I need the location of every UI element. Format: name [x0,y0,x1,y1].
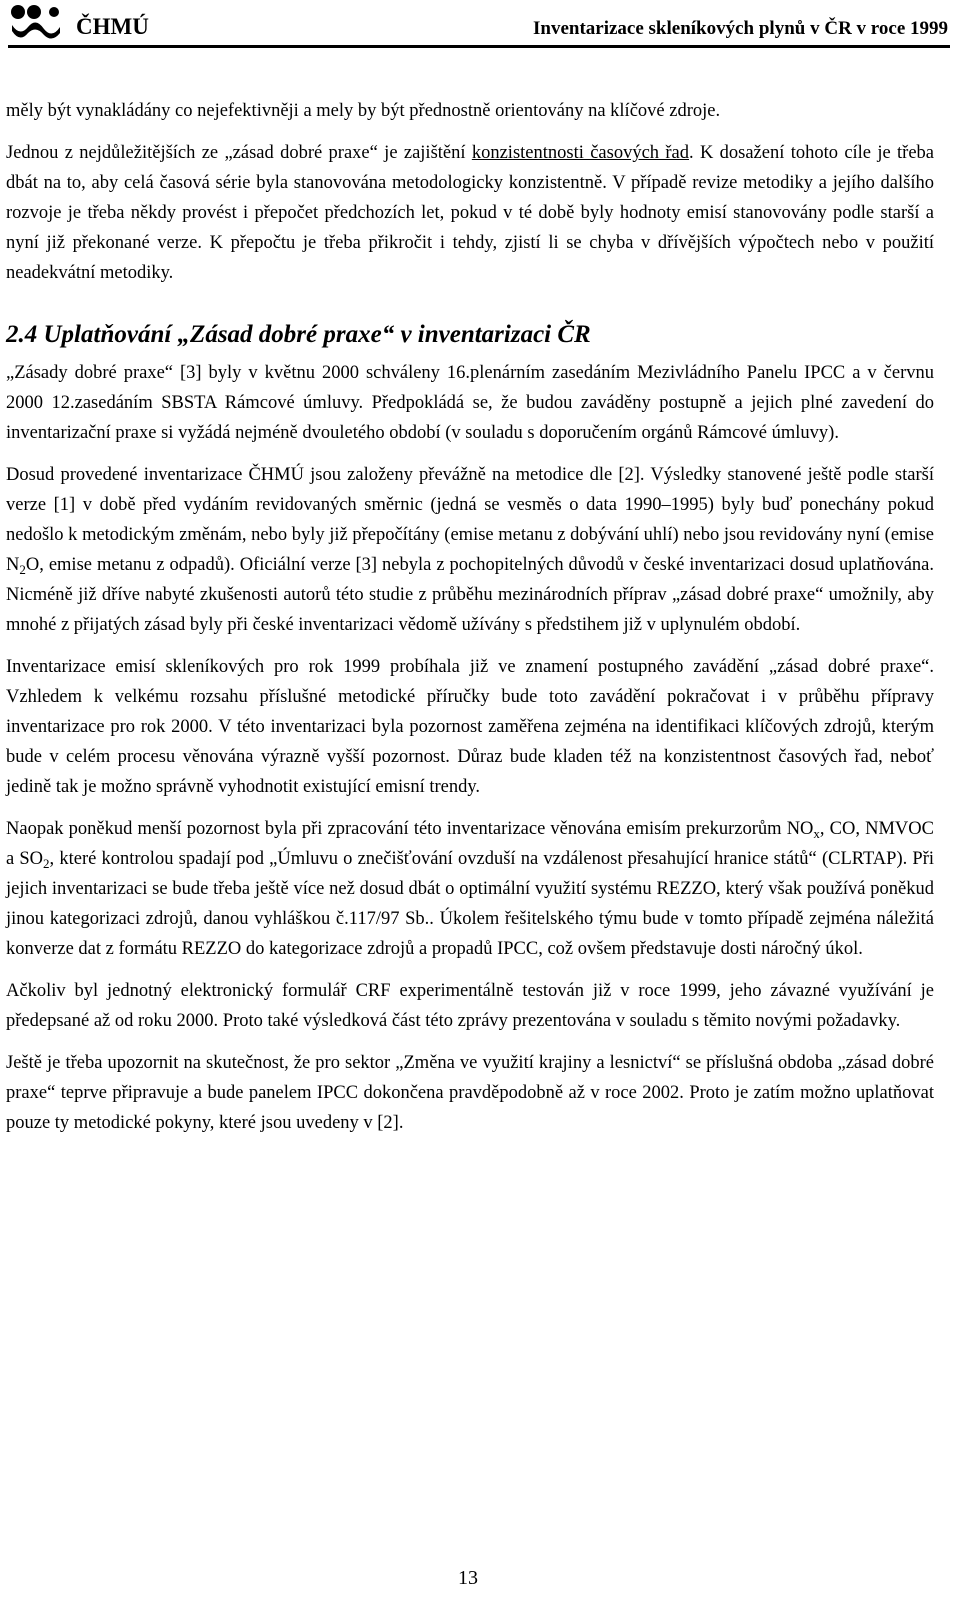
paragraph-8: Ještě je třeba upozornit na skutečnost, že pro sektor „Změna ve využití krajiny a lesnictví“ se příslušná obdoba „zásad dobré praxe“ teprve připravuje a bude panelem IPCC dokončena pravděpodobně až v roce 2002. Proto je zatím možno uplatňovat pouze ty metodické pokyny, které jsou uvedeny v [2]. [6,1053,934,1133]
page-body [6,96,934,1138]
paragraph-2-text-a: Jednou z nejdůležitějších ze „zásad dobré praxe“ je zajištění [6,143,472,163]
paragraph-4-text-b: O, emise metanu z odpadů). Oficiální verze [3] nebyla z pochopitelných důvodů v české inventarizaci dosud uplatňována. Nicméně již dříve nabyté zkušenosti autorů této studie z průběhu mezinárodních příprav „zásad dobré praxe“ umožnily, aby mnohé z přijatých zásad byly při české inventarizaci vědomě užívány s předstihem již v uplynulém období. [6,555,934,635]
paragraph-4-text-a: Dosud provedené inventarizace ČHMÚ jsou založeny převážně na metodice dle [2]. Výsledky stanovené ještě podle starší verze [1] v době před vydáním revidovaných směrnic (jedná se vesměs o data 1990–1995) byly buď ponechány pokud nedošlo k metodickým změnám, nebo byly již přepočítány (emise metanu z dobývání uhlí) nebo jsou revidovány nyní (emise N [6,465,934,575]
time-series-consistency-term: konzistentnosti časových řad [471,143,689,163]
section-heading: 2.4 Uplatňování „Zásad dobré praxe“ v inventarizaci ČR [6,321,591,348]
page-number: 13 [458,1567,478,1589]
subscript-2: 2 [19,562,26,577]
paragraph-6 [6,814,934,964]
subscript-2b: 2 [43,856,50,871]
document-title: Inventarizace skleníkových plynů v ČR v roce 1999 [532,18,948,39]
paragraph-6-text-b: , CO, NMVOC a SO [6,819,934,869]
page-header [8,0,950,48]
organization-name: ČHMÚ [76,14,149,39]
paragraph-6-text-c: , které kontrolou spadají pod „Úmluvu o znečišťování ovzduší na vzdálenost přesahující hranice států“ (CLRTAP). Při jejich inventarizaci se bude třeba ještě více než dosud dbát o optimální využití systému REZZO, který však používá poněkud jinou kategorizaci zdrojů, danou vyhláškou č.117/97 Sb.. Úkolem řešitelského týmu bude v tomto případě zejména náležitá konverze dat z formátu REZZO do kategorizace zdrojů a propadů IPCC, což ovšem představuje dosti náročný úkol. [6,849,934,959]
chmu-logo-icon [10,3,62,41]
paragraph-1: měly být vynakládány co nejefektivněji a mely by být přednostně orientovány na klíčové zdroje. [6,101,721,121]
paragraph-6-text-a: Naopak poněkud menší pozornost byla při zpracování této inventarizace věnována emisím prekurzorům NO [6,819,814,839]
paragraph-2-text-b: . K dosažení tohoto cíle je třeba dbát na to, aby celá časová série byla stanovována metodologicky konzistentně. V případě revize metodiky a jejího dalšího rozvoje je třeba někdy provést i přepočet předchozích let, pokud v té době byly hodnoty emisí stanovovány podle starší a nyní již překonané verze. K přepočtu je třeba přikročit i tehdy, zjistí li se chyba v dřívějších výpočtech nebo v použití neadekvátní metodiky. [6,143,935,283]
subscript-x: x [813,826,820,841]
paragraph-2 [6,138,934,288]
header-rule [8,45,950,48]
paragraph-5: Inventarizace emisí skleníkových pro rok 1999 probíhala již ve znamení postupného zavádění „zásad dobré praxe“. Vzhledem k velkému rozsahu příslušné metodické příručky bude toto zavádění pokračovat i v průběhu přípravy inventarizace pro rok 2000. V této inventarizaci byla pozornost zaměřena zejména na identifikaci klíčových zdrojů, kterým bude v celém procesu věnována výrazně vyšší pozornost. Důraz bude kladen též na konzistentnost časových řad, neboť jedině tak je možno správně vyhodnotit existující emisní trendy. [6,657,934,797]
paragraph-7: Ačkoliv byl jednotný elektronický formulář CRF experimentálně testován již v roce 1999, jeho závazné využívání je předepsané až od roku 2000. Proto také výsledková část této zprávy prezentována v souladu s těmito novými požadavky. [6,981,934,1031]
paragraph-4 [6,460,934,640]
paragraph-3: „Zásady dobré praxe“ [3] byly v květnu 2000 schváleny 16.plenárním zasedáním Mezivládního Panelu IPCC a v červnu 2000 12.zasedáním SBSTA Rámcové úmluvy. Předpokládá se, že budou zaváděny postupně a jejich plné zavedení do inventarizační praxe si vyžádá nejméně dvouletého období (v souladu s doporučením orgánů Rámcové úmluvy). [6,363,934,443]
